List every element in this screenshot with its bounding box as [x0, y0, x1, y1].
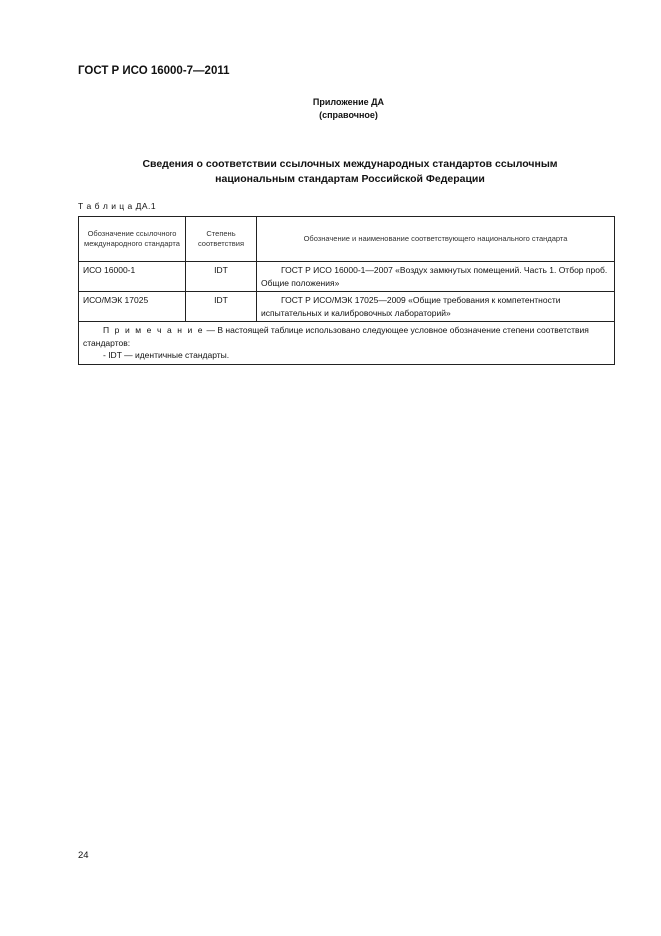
cell-degree: IDT — [186, 292, 257, 322]
cell-degree: IDT — [186, 262, 257, 292]
header-reference-standard: Обозначение ссылочного международного стандарта — [79, 217, 186, 262]
annex-title: Приложение ДА — [312, 97, 385, 107]
header-degree: Степень соответствия — [186, 217, 257, 262]
cell-reference: ИСО 16000-1 — [79, 262, 186, 292]
document-code: ГОСТ Р ИСО 16000-7—2011 — [78, 65, 230, 77]
cell-reference: ИСО/МЭК 17025 — [79, 292, 186, 322]
note-item: - IDT — идентичные стандарты. — [103, 350, 230, 360]
table-note-row — [79, 322, 615, 365]
note-body: — В настоящей таблице использовано следующее условное обозначение степени соответствия стандартов: — [83, 325, 589, 348]
table-note — [79, 322, 615, 365]
annex-heading — [0, 96, 661, 122]
annex-subtitle: (справочное) — [319, 110, 378, 120]
table-row — [79, 292, 615, 322]
note-text — [83, 324, 610, 349]
cell-national: ГОСТ Р ИСО/МЭК 17025—2009 «Общие требования к компетентности испытательных и калибровочных лабораторий» — [257, 292, 615, 322]
table-label: Т а б л и ц а ДА.1 — [78, 201, 157, 211]
table-header-row — [79, 217, 615, 262]
correspondence-table — [78, 216, 615, 365]
header-national-standard: Обозначение и наименование соответствующего национального стандарта — [257, 217, 615, 262]
document-title-line-2: национальным стандартам Российской Федерации — [215, 173, 485, 185]
page-number: 24 — [78, 850, 89, 861]
document-title-line-1: Сведения о соответствии ссылочных международных стандартов ссылочным — [142, 158, 558, 170]
cell-national: ГОСТ Р ИСО 16000-1—2007 «Воздух замкнутых помещений. Часть 1. Отбор проб. Общие положения» — [257, 262, 615, 292]
table-row — [79, 262, 615, 292]
note-label: П р и м е ч а н и е — [103, 325, 205, 335]
document-title — [100, 157, 600, 187]
